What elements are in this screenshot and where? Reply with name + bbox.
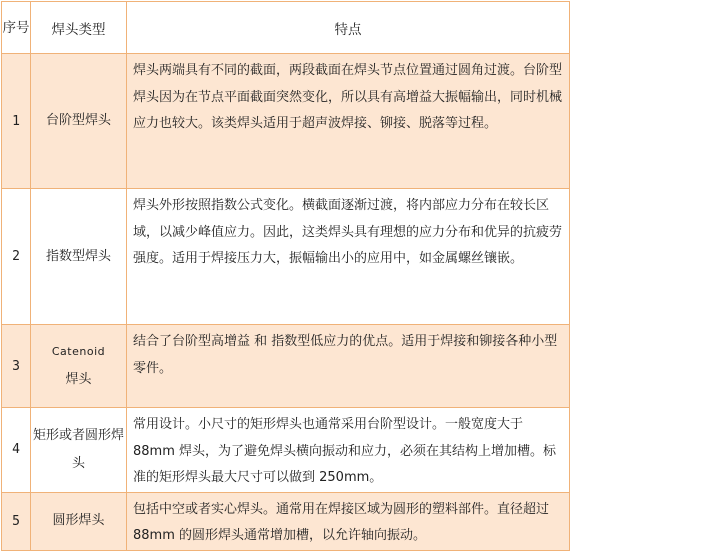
table-row bbox=[2, 54, 570, 189]
table-header-row bbox=[2, 2, 570, 54]
row-features: 结合了台阶型高增益 和 指数型低应力的优点。适用于焊接和铆接各种小型零件。 bbox=[127, 325, 570, 408]
row-horn-type: 指数型焊头 bbox=[31, 189, 127, 325]
row-horn-type: 台阶型焊头 bbox=[31, 54, 127, 189]
row-features: 焊头外形按照指数公式变化。横截面逐渐过渡，将内部应力分布在较长区域，以减少峰值应力。因此，这类焊头具有理想的应力分布和优异的抗疲劳强度。适用于焊接压力大，振幅输出小的应用中，如金属螺丝镶嵌。 bbox=[127, 189, 570, 325]
row-horn-type-suffix: 焊头 bbox=[65, 372, 92, 387]
row-features: 包括中空或者实心焊头。通常用在焊接区域为圆形的塑料部件。直径超过 88mm 的圆形焊头通常增加槽，以允许轴向振动。 bbox=[127, 492, 570, 550]
table-row bbox=[2, 325, 570, 408]
table-row bbox=[2, 408, 570, 493]
row-serial-number: 2 bbox=[2, 189, 31, 325]
row-features: 焊头两端具有不同的截面，两段截面在焊头节点位置通过圆角过渡。台阶型焊头因为在节点平面截面突然变化，所以具有高增益大振幅输出，同时机械应力也较大。该类焊头适用于超声波焊接、铆接、脱落等过程。 bbox=[127, 54, 570, 189]
row-serial-number: 4 bbox=[2, 408, 31, 493]
header-horn-type: 焊头类型 bbox=[31, 2, 127, 54]
row-horn-type: 圆形焊头 bbox=[31, 492, 127, 550]
horn-type-table bbox=[1, 1, 570, 551]
row-horn-type-latin: Catenoid bbox=[51, 345, 106, 358]
header-features: 特点 bbox=[127, 2, 570, 54]
row-serial-number: 5 bbox=[2, 492, 31, 550]
header-serial-number: 序号 bbox=[2, 2, 31, 54]
table-row bbox=[2, 492, 570, 550]
row-serial-number: 3 bbox=[2, 325, 31, 408]
row-horn-type bbox=[31, 325, 127, 408]
row-serial-number: 1 bbox=[2, 54, 31, 189]
table-row bbox=[2, 189, 570, 325]
row-features: 常用设计。小尺寸的矩形焊头也通常采用台阶型设计。一般宽度大于 88mm 焊头，为了避免焊头横向振动和应力，必须在其结构上增加槽。标准的矩形焊头最大尺寸可以做到 250mm。 bbox=[127, 408, 570, 493]
row-horn-type: 矩形或者圆形焊头 bbox=[31, 408, 127, 493]
